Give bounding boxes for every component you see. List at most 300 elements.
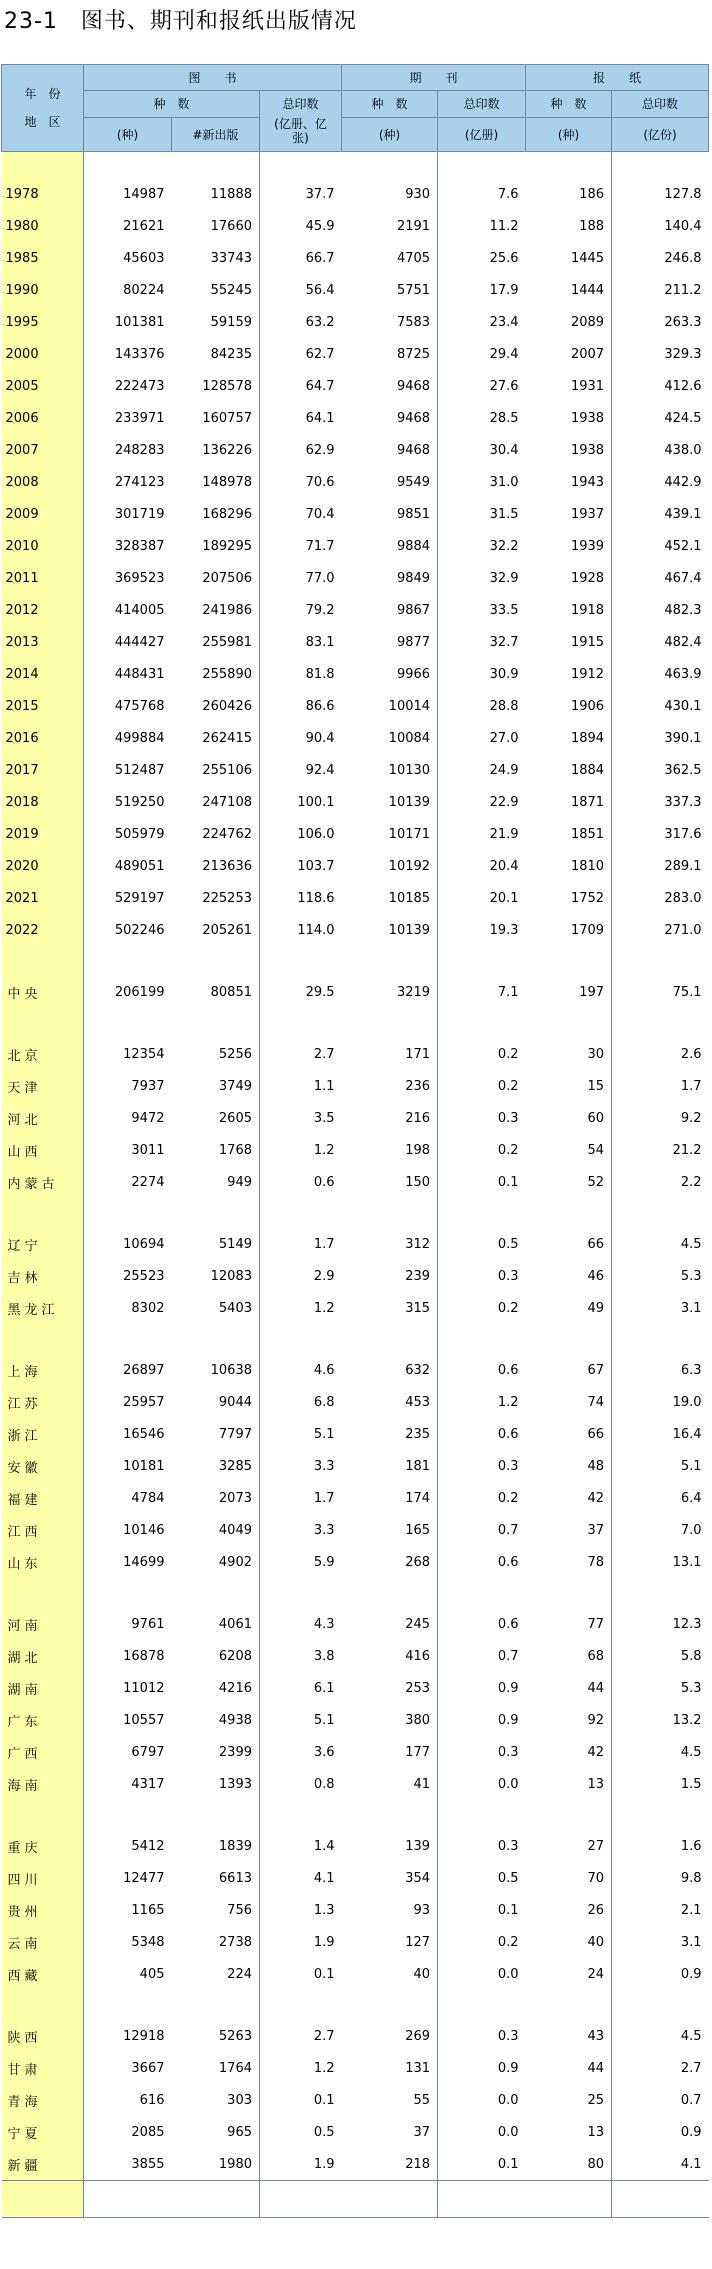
- table-cell: 143376: [114, 346, 165, 362]
- table-cell: 66.7: [305, 250, 335, 266]
- table-cell: 101381: [114, 314, 165, 330]
- table-cell: 5263: [172, 2020, 260, 2052]
- table-row: [2, 1672, 709, 1704]
- table-row: [2, 1514, 709, 1546]
- table-cell: 14987: [123, 186, 165, 202]
- table-cell: 1943: [526, 466, 612, 498]
- unit-newspapers-prints: (亿份): [612, 118, 709, 152]
- table-row: [2, 2116, 709, 2148]
- table-cell: 32.2: [489, 538, 519, 554]
- table-cell: 0.0: [497, 1776, 519, 1792]
- table-cell: 1.3: [313, 1902, 335, 1918]
- table-cell: 1.2: [313, 1142, 335, 1158]
- table-cell: 216: [342, 1102, 438, 1134]
- table-cell: 59159: [172, 306, 260, 338]
- table-cell: 103.7: [297, 858, 335, 874]
- table-cell: 6.1: [313, 1680, 335, 1696]
- table-cell: 174: [342, 1482, 438, 1514]
- table-cell: 1.5: [680, 1776, 702, 1792]
- table-row: [2, 1958, 709, 1990]
- table-cell: 0.0: [497, 2124, 519, 2140]
- table-cell: 13: [526, 2116, 612, 2148]
- table-cell: 255981: [172, 626, 260, 658]
- table-cell: 10084: [342, 722, 438, 754]
- table-cell: 32.9: [489, 570, 519, 586]
- table-cell: 0.1: [313, 2092, 335, 2108]
- row-label: 2013: [2, 626, 84, 658]
- table-cell: 289.1: [664, 858, 702, 874]
- table-cell: 260426: [172, 690, 260, 722]
- table-cell: 218: [342, 2148, 438, 2181]
- row-label: 2019: [2, 818, 84, 850]
- table-cell: 467.4: [664, 570, 702, 586]
- table-row: [2, 1228, 709, 1260]
- table-cell: 1.6: [680, 1838, 702, 1854]
- table-cell: 0.3: [497, 1744, 519, 1760]
- table-row: [2, 434, 709, 466]
- col-header-books-prints: 总印数 (亿册、亿张): [260, 91, 342, 152]
- col-header-periodicals-kinds: 种 数: [342, 91, 438, 118]
- table-cell: 1.7: [313, 1236, 335, 1252]
- page-title: 23-1 图书、期刊和报纸出版情况: [4, 9, 357, 34]
- table-row: [2, 530, 709, 562]
- table-cell: 1709: [526, 914, 612, 946]
- table-row: [2, 1354, 709, 1386]
- table-cell: 79.2: [305, 602, 335, 618]
- table-cell: 0.2: [497, 1490, 519, 1506]
- row-label: 2012: [2, 594, 84, 626]
- table-cell: 10130: [342, 754, 438, 786]
- table-cell: 127.8: [664, 186, 702, 202]
- table-cell: 160757: [172, 402, 260, 434]
- table-cell: 3855: [84, 2148, 172, 2181]
- table-cell: 5.9: [313, 1554, 335, 1570]
- table-cell: 12.3: [672, 1616, 702, 1632]
- table-cell: 9472: [131, 1110, 165, 1126]
- table-cell: 7.0: [680, 1522, 702, 1538]
- table-cell: 0.2: [497, 1142, 519, 1158]
- table-cell: 4317: [131, 1776, 165, 1792]
- table-cell: 414005: [114, 602, 165, 618]
- table-cell: 241986: [172, 594, 260, 626]
- table-cell: 0.3: [497, 1110, 519, 1126]
- table-cell: 64.7: [305, 378, 335, 394]
- table-cell: 224762: [172, 818, 260, 850]
- spacer-row: [2, 1800, 709, 1830]
- row-label: 广东: [2, 1704, 84, 1736]
- row-label: 2017: [2, 754, 84, 786]
- row-label: 1978: [2, 178, 84, 210]
- table-cell: 5751: [342, 274, 438, 306]
- row-label: 1985: [2, 242, 84, 274]
- table-cell: 55245: [172, 274, 260, 306]
- table-cell: 512487: [114, 762, 165, 778]
- table-cell: 9.2: [680, 1110, 702, 1126]
- table-row: [2, 2148, 709, 2181]
- table-cell: 6613: [172, 1862, 260, 1894]
- table-cell: 27: [526, 1830, 612, 1862]
- table-cell: 5.1: [313, 1426, 335, 1442]
- table-row: [2, 2052, 709, 2084]
- unit-periodicals-kinds: (种): [342, 118, 438, 152]
- table-cell: 1871: [526, 786, 612, 818]
- table-cell: 10638: [172, 1354, 260, 1386]
- table-cell: 9044: [172, 1386, 260, 1418]
- row-label: 上海: [2, 1354, 84, 1386]
- table-cell: 165: [342, 1514, 438, 1546]
- table-cell: 0.9: [680, 1966, 702, 1982]
- table-cell: 13.2: [672, 1712, 702, 1728]
- table-cell: 77.0: [305, 570, 335, 586]
- table-row: [2, 976, 709, 1008]
- table-cell: 92: [526, 1704, 612, 1736]
- table-row: [2, 1418, 709, 1450]
- table-cell: 448431: [114, 666, 165, 682]
- table-cell: 12083: [172, 1260, 260, 1292]
- col-header-periodicals-prints: 总印数: [438, 91, 526, 118]
- table-cell: 12477: [123, 1870, 165, 1886]
- table-cell: 67: [526, 1354, 612, 1386]
- spacer-row: [2, 1324, 709, 1354]
- group-header-periodicals: 期 刊: [342, 65, 526, 91]
- row-label: 1980: [2, 210, 84, 242]
- table-cell: 274123: [114, 474, 165, 490]
- table-cell: 27.0: [489, 730, 519, 746]
- table-cell: 502246: [114, 922, 165, 938]
- table-cell: 268: [342, 1546, 438, 1578]
- table-row: [2, 562, 709, 594]
- table-cell: 2738: [172, 1926, 260, 1958]
- table-cell: 8725: [342, 338, 438, 370]
- table-row: [2, 242, 709, 274]
- table-cell: 1445: [526, 242, 612, 274]
- table-cell: 519250: [114, 794, 165, 810]
- table-cell: 33.5: [489, 602, 519, 618]
- table-cell: 181: [342, 1450, 438, 1482]
- table-cell: 2089: [526, 306, 612, 338]
- table-cell: 9849: [342, 562, 438, 594]
- table-cell: 269: [342, 2020, 438, 2052]
- col-header-books-kinds: 种 数: [84, 91, 260, 118]
- table-cell: 118.6: [297, 890, 335, 906]
- table-cell: 25: [526, 2084, 612, 2116]
- table-cell: 83.1: [305, 634, 335, 650]
- table-cell: 207506: [172, 562, 260, 594]
- row-label: 山西: [2, 1134, 84, 1166]
- row-label: 2009: [2, 498, 84, 530]
- table-cell: 328387: [114, 538, 165, 554]
- table-cell: 31.5: [489, 506, 519, 522]
- table-cell: 106.0: [297, 826, 335, 842]
- table-cell: 222473: [114, 378, 165, 394]
- table-cell: 2.6: [680, 1046, 702, 1062]
- row-label: 黑龙江: [2, 1292, 84, 1324]
- table-cell: 6208: [172, 1640, 260, 1672]
- table-cell: 148978: [172, 466, 260, 498]
- row-label: 江苏: [2, 1386, 84, 1418]
- table-cell: 0.2: [497, 1300, 519, 1316]
- table-cell: 74: [526, 1386, 612, 1418]
- table-cell: 68: [526, 1640, 612, 1672]
- table-cell: 4216: [172, 1672, 260, 1704]
- table-cell: 9966: [342, 658, 438, 690]
- spacer-row: [2, 1198, 709, 1228]
- table-cell: 20.4: [489, 858, 519, 874]
- table-cell: 0.6: [497, 1426, 519, 1442]
- table-cell: 444427: [114, 634, 165, 650]
- table-cell: 1.9: [313, 1934, 335, 1950]
- table-cell: 0.7: [680, 2092, 702, 2108]
- table-cell: 3285: [172, 1450, 260, 1482]
- table-cell: 1938: [526, 434, 612, 466]
- table-cell: 3.6: [313, 1744, 335, 1760]
- table-cell: 54: [526, 1134, 612, 1166]
- table-cell: 92.4: [305, 762, 335, 778]
- table-cell: 28.5: [489, 410, 519, 426]
- table-cell: 5.3: [680, 1680, 702, 1696]
- table-cell: 0.5: [497, 1870, 519, 1886]
- row-label: 2008: [2, 466, 84, 498]
- table-cell: 2605: [172, 1102, 260, 1134]
- table-row: [2, 882, 709, 914]
- table-cell: 3219: [342, 976, 438, 1008]
- table-cell: 10557: [123, 1712, 165, 1728]
- unit-newspapers-kinds: (种): [526, 118, 612, 152]
- spacer-row: [2, 1990, 709, 2020]
- table-cell: 1.7: [313, 1490, 335, 1506]
- table-cell: 0.0: [497, 1966, 519, 1982]
- table-cell: 246.8: [664, 250, 702, 266]
- table-cell: 29.4: [489, 346, 519, 362]
- table-cell: 62.7: [305, 346, 335, 362]
- row-label: 湖南: [2, 1672, 84, 1704]
- row-label: 2010: [2, 530, 84, 562]
- table-cell: 48: [526, 1450, 612, 1482]
- table-cell: 60: [526, 1102, 612, 1134]
- table-cell: 3749: [172, 1070, 260, 1102]
- row-label: 陕西: [2, 2020, 84, 2052]
- table-cell: 16546: [123, 1426, 165, 1442]
- table-cell: 482.4: [664, 634, 702, 650]
- table-body: [2, 152, 709, 2218]
- table-cell: 150: [342, 1166, 438, 1198]
- table-cell: 225253: [172, 882, 260, 914]
- table-cell: 482.3: [664, 602, 702, 618]
- table-cell: 263.3: [664, 314, 702, 330]
- table-cell: 32.7: [489, 634, 519, 650]
- table-cell: 1939: [526, 530, 612, 562]
- row-label: 福建: [2, 1482, 84, 1514]
- table-cell: 11888: [172, 178, 260, 210]
- table-cell: 0.6: [497, 1554, 519, 1570]
- table-cell: 7583: [342, 306, 438, 338]
- row-label: 1995: [2, 306, 84, 338]
- table-cell: 2399: [172, 1736, 260, 1768]
- table-row: [2, 2020, 709, 2052]
- table-cell: 2.2: [680, 1174, 702, 1190]
- table-cell: 6.4: [680, 1490, 702, 1506]
- row-label: 2011: [2, 562, 84, 594]
- table-cell: 28.8: [489, 698, 519, 714]
- table-cell: 20.1: [489, 890, 519, 906]
- row-label: 2006: [2, 402, 84, 434]
- table-cell: 43: [526, 2020, 612, 2052]
- table-row: [2, 1608, 709, 1640]
- table-cell: 9877: [342, 626, 438, 658]
- table-cell: 1906: [526, 690, 612, 722]
- table-cell: 0.1: [313, 1966, 335, 1982]
- table-cell: 255106: [172, 754, 260, 786]
- table-cell: 10139: [342, 914, 438, 946]
- table-cell: 0.0: [497, 2092, 519, 2108]
- row-label: 2015: [2, 690, 84, 722]
- table-row: [2, 1292, 709, 1324]
- table-cell: 6.8: [313, 1394, 335, 1410]
- table-cell: 2073: [172, 1482, 260, 1514]
- table-cell: 0.2: [497, 1078, 519, 1094]
- table-cell: 529197: [114, 890, 165, 906]
- table-cell: 0.5: [497, 1236, 519, 1252]
- table-row: [2, 690, 709, 722]
- table-cell: 632: [342, 1354, 438, 1386]
- table-cell: 75.1: [672, 984, 702, 1000]
- row-label: 2007: [2, 434, 84, 466]
- table-cell: 80851: [172, 976, 260, 1008]
- table-cell: 10171: [342, 818, 438, 850]
- table-cell: 416: [342, 1640, 438, 1672]
- table-cell: 9468: [342, 434, 438, 466]
- table-cell: 756: [172, 1894, 260, 1926]
- table-cell: 1768: [172, 1134, 260, 1166]
- table-cell: 5403: [172, 1292, 260, 1324]
- table-cell: 31.0: [489, 474, 519, 490]
- table-row: [2, 210, 709, 242]
- table-cell: 4.5: [680, 1236, 702, 1252]
- table-cell: 10139: [342, 786, 438, 818]
- table-row: [2, 370, 709, 402]
- table-cell: 9851: [342, 498, 438, 530]
- table-cell: 3.1: [680, 1300, 702, 1316]
- label-header-year: 年 份: [24, 87, 61, 101]
- table-cell: 475768: [114, 698, 165, 714]
- table-cell: 4.5: [680, 2028, 702, 2044]
- table-cell: 37.7: [305, 186, 335, 202]
- table-cell: 2191: [342, 210, 438, 242]
- table-cell: 52: [526, 1166, 612, 1198]
- header-row-cols: [2, 91, 709, 118]
- spacer-row: [2, 152, 709, 179]
- table-cell: 5348: [131, 1934, 165, 1950]
- table-cell: 42: [526, 1482, 612, 1514]
- table-cell: 499884: [114, 730, 165, 746]
- table-cell: 262415: [172, 722, 260, 754]
- table-cell: 21621: [123, 218, 165, 234]
- row-label: 重庆: [2, 1830, 84, 1862]
- table-cell: 1918: [526, 594, 612, 626]
- table-cell: 40: [342, 1958, 438, 1990]
- table-cell: 1851: [526, 818, 612, 850]
- table-cell: 77: [526, 1608, 612, 1640]
- table-cell: 253: [342, 1672, 438, 1704]
- table-cell: 362.5: [664, 762, 702, 778]
- table-cell: 301719: [114, 506, 165, 522]
- table-cell: 2.7: [680, 2060, 702, 2076]
- table-cell: 1393: [172, 1768, 260, 1800]
- table-cell: 21.2: [672, 1142, 702, 1158]
- row-label: 2014: [2, 658, 84, 690]
- table-cell: 1928: [526, 562, 612, 594]
- table-cell: 9468: [342, 370, 438, 402]
- table-cell: 0.3: [497, 1458, 519, 1474]
- table-cell: 1839: [172, 1830, 260, 1862]
- row-label: 2000: [2, 338, 84, 370]
- table-cell: 452.1: [664, 538, 702, 554]
- table-cell: 5412: [131, 1838, 165, 1854]
- table-cell: 63.2: [305, 314, 335, 330]
- table-cell: 0.1: [438, 2148, 526, 2181]
- row-label: 甘肃: [2, 2052, 84, 2084]
- group-header-newspapers: 报 纸: [526, 65, 709, 91]
- table-cell: 1884: [526, 754, 612, 786]
- table-cell: 329.3: [664, 346, 702, 362]
- table-cell: 41: [342, 1768, 438, 1800]
- table-cell: 236: [342, 1070, 438, 1102]
- table-cell: 9867: [342, 594, 438, 626]
- table-cell: 424.5: [664, 410, 702, 426]
- table-cell: 140.4: [664, 218, 702, 234]
- table-cell: 6.3: [680, 1362, 702, 1378]
- table-cell: 16878: [123, 1648, 165, 1664]
- table-cell: 4.6: [313, 1362, 335, 1378]
- row-label: 2022: [2, 914, 84, 946]
- table-cell: 4049: [172, 1514, 260, 1546]
- table-cell: 4902: [172, 1546, 260, 1578]
- table-cell: 206199: [114, 984, 165, 1000]
- table-cell: 9.8: [680, 1870, 702, 1886]
- table-row: [2, 338, 709, 370]
- row-label: 宁夏: [2, 2116, 84, 2148]
- table-cell: 1810: [526, 850, 612, 882]
- table-cell: 312: [342, 1228, 438, 1260]
- table-cell: 3667: [131, 2060, 165, 2076]
- table-cell: 5.1: [313, 1712, 335, 1728]
- table-cell: 78: [526, 1546, 612, 1578]
- table-row: [2, 594, 709, 626]
- table-cell: 29.5: [305, 984, 335, 1000]
- table-cell: 224: [172, 1958, 260, 1990]
- table-cell: 930: [342, 178, 438, 210]
- table-cell: 7937: [131, 1078, 165, 1094]
- row-label: 2020: [2, 850, 84, 882]
- table-cell: 26: [526, 1894, 612, 1926]
- table-cell: 0.7: [497, 1522, 519, 1538]
- table-cell: 1.2: [313, 2060, 335, 2076]
- row-label: 西藏: [2, 1958, 84, 1990]
- table-cell: 30.9: [489, 666, 519, 682]
- table-cell: 233971: [114, 410, 165, 426]
- table-cell: 64.1: [305, 410, 335, 426]
- table-cell: 66: [526, 1418, 612, 1450]
- table-cell: 354: [342, 1862, 438, 1894]
- table-cell: 17.9: [489, 282, 519, 298]
- row-label: 贵州: [2, 1894, 84, 1926]
- table-cell: 5.8: [680, 1648, 702, 1664]
- table-row: [2, 914, 709, 946]
- table-cell: 40: [526, 1926, 612, 1958]
- row-label: 北京: [2, 1038, 84, 1070]
- table-cell: 9761: [131, 1616, 165, 1632]
- spacer-row: [2, 2181, 709, 2218]
